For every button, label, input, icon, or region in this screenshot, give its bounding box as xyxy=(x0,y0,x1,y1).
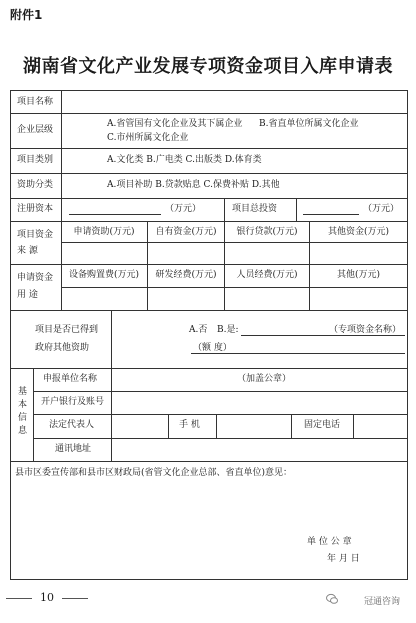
col-divider xyxy=(216,414,217,438)
col-divider xyxy=(224,198,225,221)
gov-option-no[interactable]: A.否 xyxy=(189,325,208,335)
seal-label: 单 位 公 章 xyxy=(307,537,352,547)
row-divider xyxy=(61,242,407,243)
row-divider xyxy=(11,461,407,462)
label-total-investment: 项目总投资 xyxy=(232,204,278,214)
row-divider xyxy=(33,391,407,392)
funding-options[interactable]: A.项目补助 B.贷款贴息 C.保费补贴 D.其他 xyxy=(107,180,280,190)
col-divider xyxy=(168,414,169,438)
col-divider xyxy=(33,368,34,461)
total-investment-field[interactable] xyxy=(303,204,359,215)
level-option-a[interactable]: A.省管国有文化企业及其下属企业 xyxy=(107,119,243,129)
level-option-c[interactable]: C.市州所属文化企业 xyxy=(107,133,189,143)
label-enterprise-level: 企业层级 xyxy=(17,125,54,135)
gov-option-yes[interactable]: B.是: xyxy=(217,325,239,335)
row-divider xyxy=(33,438,407,439)
label-gov-funding: 项目是否已得到 xyxy=(35,325,99,335)
label-phone: 固定电话 xyxy=(304,420,341,430)
category-options[interactable]: A.文化类 B.广电类 C.出版类 D.体育类 xyxy=(107,155,262,165)
label-fund-use: 申请资金 xyxy=(17,273,54,283)
sources-header: 申请资助(万元) xyxy=(73,227,135,237)
gov-fund-name-hint: （专项资金名称） xyxy=(329,325,402,335)
stamp-hint: （加盖公章） xyxy=(237,374,292,384)
footer-rule xyxy=(6,598,32,599)
label-fund-sources: 项目资金 xyxy=(17,230,54,240)
application-form xyxy=(10,90,408,580)
date-label: 年 月 日 xyxy=(327,554,360,564)
level-option-b[interactable]: B.省直单位所属文化企业 xyxy=(259,119,359,129)
unit-wanyuan: （万元） xyxy=(363,204,400,214)
label-fund-use-2: 用 途 xyxy=(17,290,38,300)
basic-info-char: 基 xyxy=(18,387,28,397)
label-bank: 开户银行及账号 xyxy=(41,397,105,407)
label-legal-rep: 法定代表人 xyxy=(49,420,95,430)
row-divider xyxy=(33,414,407,415)
use-header: 设备购置费(万元) xyxy=(68,270,140,280)
use-header: 人员经费(万元) xyxy=(236,270,298,280)
sources-header: 银行贷款(万元) xyxy=(236,227,298,237)
row-divider xyxy=(11,368,407,369)
col-divider xyxy=(111,368,112,461)
label-mobile: 手 机 xyxy=(179,420,200,430)
label-gov-funding-2: 政府其他资助 xyxy=(35,343,90,353)
footer-rule xyxy=(62,598,88,599)
label-address: 通讯地址 xyxy=(55,444,92,454)
opinion-label: 县市区委宣传部和县市区财政局(省管文化企业总部、省直单位)意见： xyxy=(15,468,293,478)
row-divider xyxy=(11,310,407,311)
label-project-name: 项目名称 xyxy=(17,97,54,107)
row-divider xyxy=(61,287,407,288)
row-divider xyxy=(11,198,407,199)
basic-info-char: 息 xyxy=(18,426,28,436)
col-divider xyxy=(111,310,112,368)
label-project-category: 项目类别 xyxy=(17,155,54,165)
col-divider xyxy=(296,198,297,221)
page-number: 10 xyxy=(40,591,54,604)
label-registered-capital: 注册资本 xyxy=(17,204,54,214)
label-fund-sources-2: 来 源 xyxy=(17,246,38,256)
use-header: 其他(万元) xyxy=(336,270,381,280)
row-divider xyxy=(11,221,407,222)
gov-amount-hint: （额 度） xyxy=(193,343,232,353)
row-divider xyxy=(11,264,407,265)
unit-wanyuan: （万元） xyxy=(165,204,202,214)
registered-capital-field[interactable] xyxy=(69,204,161,215)
row-divider xyxy=(11,113,407,114)
attachment-label: 附件1 xyxy=(10,8,43,22)
basic-info-char: 信 xyxy=(18,413,28,423)
row-divider xyxy=(11,148,407,149)
sources-header: 自有资金(万元) xyxy=(155,227,217,237)
use-header: 研发经费(万元) xyxy=(155,270,217,280)
col-divider xyxy=(353,414,354,438)
sources-header: 其他资金(万元) xyxy=(327,227,390,237)
label-applicant: 申报单位名称 xyxy=(43,374,98,384)
page-title: 湖南省文化产业发展专项资金项目入库申请表 xyxy=(23,56,393,77)
watermark: 冠通咨询 xyxy=(363,597,400,607)
row-divider xyxy=(11,173,407,174)
basic-info-char: 本 xyxy=(18,400,28,410)
col-divider xyxy=(291,414,292,438)
wechat-icon xyxy=(326,593,338,605)
label-funding-type: 资助分类 xyxy=(17,180,54,190)
